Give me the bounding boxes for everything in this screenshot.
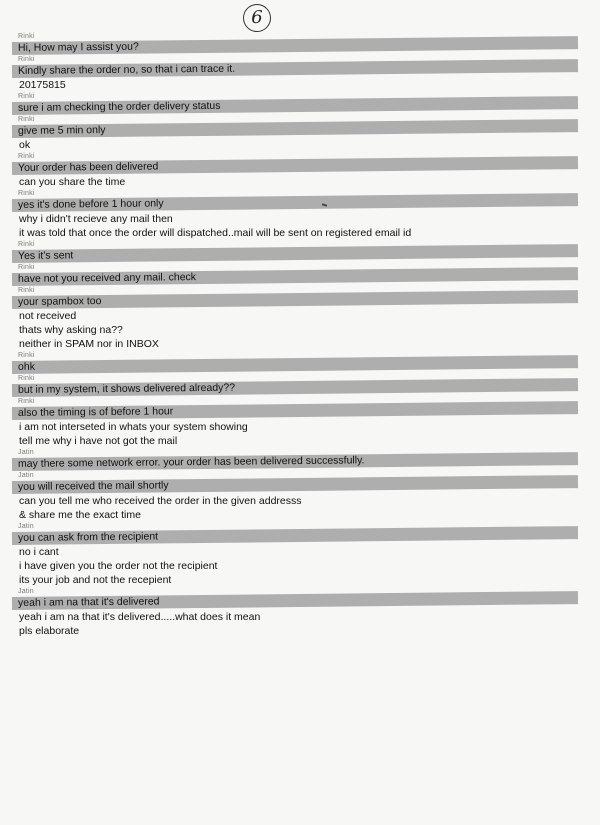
customer-message: ok <box>19 139 31 151</box>
agent-message <box>12 193 578 212</box>
customer-message: not received <box>19 310 77 322</box>
agent-message <box>12 591 578 610</box>
agent-message <box>12 96 578 115</box>
sender-name: Jatin <box>18 472 34 479</box>
agent-message-text: Your order has been delivered <box>17 160 159 174</box>
sender-name: Rinki <box>18 352 35 359</box>
sender-name: Rinki <box>18 398 35 405</box>
customer-message: can you tell me who received the order in the given addresss <box>19 495 302 507</box>
sender-name: Rinki <box>18 241 35 248</box>
agent-message <box>12 526 578 545</box>
customer-message: neither in SPAM nor in INBOX <box>19 338 159 350</box>
sender-name: Rinki <box>18 56 35 63</box>
agent-message <box>12 59 578 78</box>
agent-message-text: Kindly share the order no, so that i can trace it. <box>17 62 236 77</box>
agent-message <box>12 452 578 471</box>
agent-message-text: have not you received any mail. check <box>17 271 197 285</box>
agent-message-text: but in my system, it shows delivered already?? <box>17 381 236 396</box>
sender-name: Rinki <box>18 33 35 40</box>
agent-message-text: may there some network error. your order has been delivered successfully. <box>17 454 365 470</box>
agent-message-text: ohk <box>17 360 35 373</box>
agent-message <box>12 475 578 494</box>
agent-message-text: sure i am checking the order delivery status <box>17 99 221 114</box>
sender-name: Rinki <box>18 264 35 271</box>
agent-message-text: you can ask from the recipient <box>17 530 159 544</box>
customer-message: why i didn't recieve any mail then <box>19 213 173 225</box>
customer-message: yeah i am na that it's delivered.....what does it mean <box>19 611 261 623</box>
customer-message: no i cant <box>19 546 59 558</box>
agent-message <box>12 36 578 55</box>
agent-message <box>12 401 578 420</box>
sender-name: Rinki <box>18 375 35 382</box>
sender-name: Rinki <box>18 116 35 123</box>
sender-name: Rinki <box>18 287 35 294</box>
agent-message-text: also the timing is of before 1 hour <box>17 405 174 419</box>
customer-message: thats why asking na?? <box>19 324 123 336</box>
sender-name: Jatin <box>18 523 34 530</box>
agent-message-text: Yes it's sent <box>17 249 74 262</box>
sender-name: Rinki <box>18 153 35 160</box>
sender-name: Rinki <box>18 93 35 100</box>
sender-name: Jatin <box>18 449 34 456</box>
customer-message: tell me why i have not got the mail <box>19 435 178 447</box>
customer-message: i have given you the order not the recipient <box>19 560 218 572</box>
agent-message <box>12 156 578 175</box>
agent-message <box>12 244 578 263</box>
agent-message-text: your spambox too <box>17 295 102 308</box>
customer-message: pls elaborate <box>19 625 80 637</box>
agent-message-text: yeah i am na that it's delivered <box>17 595 160 609</box>
agent-message-text: give me 5 min only <box>17 124 106 137</box>
customer-message: can you share the time <box>19 176 126 188</box>
sender-name: Rinki <box>18 190 35 197</box>
customer-message: its your job and not the recepient <box>19 574 172 586</box>
customer-message: 20175815 <box>19 79 66 91</box>
agent-message <box>12 267 578 286</box>
agent-message-text: Hi, How may I assist you? <box>17 40 139 54</box>
agent-message-text: you will received the mail shortly <box>17 479 169 493</box>
agent-message <box>12 355 578 374</box>
page-number: 6 <box>243 4 271 32</box>
sender-name: Jatin <box>18 588 34 595</box>
agent-message <box>12 119 578 138</box>
agent-message <box>12 290 578 309</box>
customer-message: it was told that once the order will dispatched..mail will be sent on registered email id <box>19 227 412 239</box>
agent-message-text: yes it's done before 1 hour only <box>17 197 164 211</box>
agent-message <box>12 378 578 397</box>
customer-message: & share me the exact time <box>19 509 141 521</box>
customer-message: i am not interseted in whats your system showing <box>19 421 248 433</box>
